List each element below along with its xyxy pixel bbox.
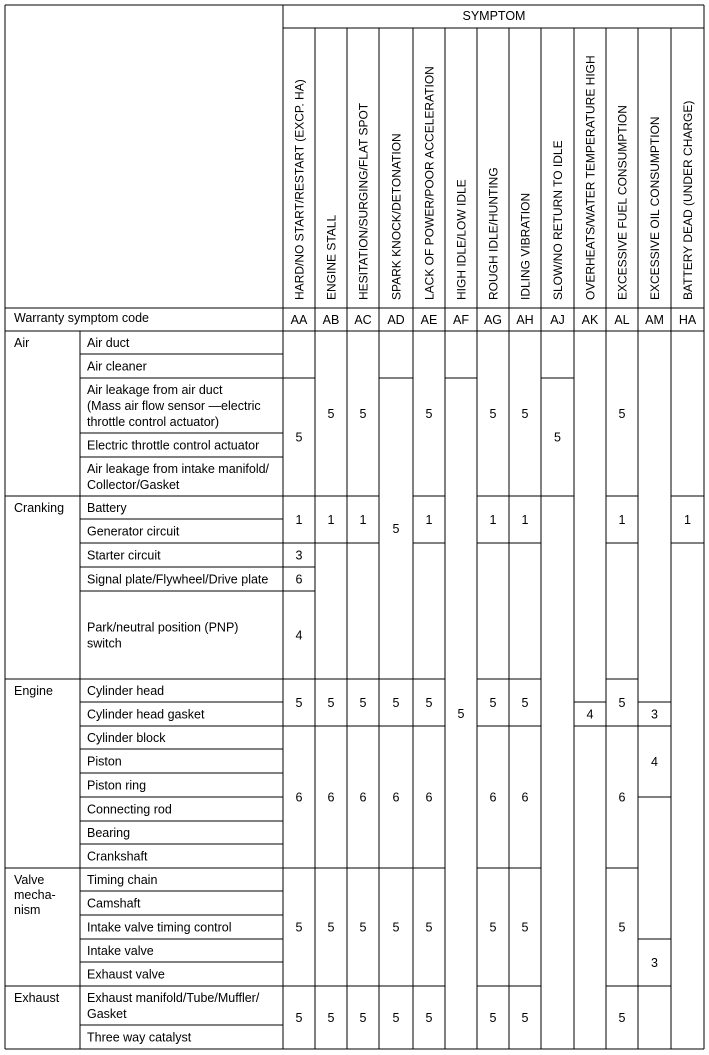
part-label: Collector/Gasket [87, 478, 180, 492]
group-label: Valve [14, 873, 45, 887]
warranty-code-label: Warranty symptom code [14, 311, 149, 325]
symptom-header: SLOW/NO RETURN TO IDLE [551, 140, 565, 300]
priority-value: 6 [521, 790, 529, 805]
symptom-code: AE [420, 313, 438, 327]
symptom-header-label: SYMPTOM [462, 9, 526, 23]
part-label: Cylinder head [87, 684, 165, 698]
priority-value: 6 [489, 790, 497, 805]
symptom-header: BATTERY DEAD (UNDER CHARGE) [681, 100, 695, 300]
priority-value: 5 [425, 1011, 433, 1025]
part-label: Gasket [87, 1007, 127, 1021]
priority-value: 5 [392, 696, 400, 710]
group-label: nism [14, 903, 41, 917]
symptom-header: HIGH IDLE/LOW IDLE [454, 179, 469, 300]
symptom-code: AJ [550, 313, 565, 327]
priority-value: 1 [618, 513, 626, 527]
priority-value: 6 [618, 790, 626, 805]
priority-value: 5 [489, 1011, 497, 1025]
symptom-header: EXCESSIVE OIL CONSUMPTION [648, 116, 662, 300]
priority-value: 1 [295, 513, 303, 527]
group-label: Cranking [14, 501, 65, 515]
part-label: Exhaust manifold/Tube/Muffler/ [87, 991, 260, 1005]
part-label: Battery [87, 501, 127, 515]
part-labels [87, 336, 270, 1045]
priority-value: 1 [327, 513, 335, 527]
symptom-header: ENGINE STALL [324, 214, 339, 300]
priority-value: 5 [359, 920, 367, 935]
priority-value: 5 [521, 1011, 529, 1025]
priority-value: 1 [684, 513, 691, 527]
symptom-code: HA [678, 313, 697, 327]
part-label: Piston [87, 754, 122, 769]
symptom-code: AF [453, 313, 469, 327]
priority-value: 5 [457, 707, 465, 721]
part-label: Bearing [87, 826, 131, 840]
priority-value: 4 [586, 707, 594, 722]
part-label: Connecting rod [87, 802, 172, 817]
symptom-code: AG [483, 313, 503, 327]
priority-value: 5 [425, 920, 433, 935]
symptom-header: SPARK KNOCK/DETONATION [389, 133, 404, 300]
priority-value: 6 [295, 572, 303, 587]
priority-value: 5 [359, 407, 367, 421]
priority-value: 5 [618, 696, 626, 710]
symptom-headers [293, 55, 696, 300]
priority-value: 4 [651, 755, 658, 769]
part-label: Air cleaner [87, 359, 147, 374]
priority-value: 5 [295, 696, 303, 710]
priority-value: 5 [489, 407, 497, 421]
part-label: Electric throttle control actuator [87, 438, 260, 453]
priority-value: 5 [618, 920, 626, 935]
priority-value: 5 [425, 696, 433, 710]
priority-value: 6 [392, 790, 400, 805]
symptom-code: AK [581, 313, 599, 327]
part-label: Park/neutral position (PNP) [87, 620, 239, 635]
priority-value: 5 [295, 920, 303, 935]
symptom-code: AB [322, 313, 340, 327]
priority-value: 3 [651, 707, 658, 722]
part-label: Camshaft [87, 896, 141, 911]
priority-value: 5 [489, 920, 497, 935]
part-label: Intake valve [87, 944, 154, 958]
symptom-header: EXCESSIVE FUEL CONSUMPTION [615, 105, 630, 300]
symptom-header: ROUGH IDLE/HUNTING [486, 167, 501, 300]
priority-value: 5 [392, 1011, 400, 1025]
priority-value: 3 [651, 956, 658, 970]
symptom-header: LACK OF POWER/POOR ACCELERATION [422, 66, 437, 300]
priority-value: 5 [521, 696, 529, 710]
symptom-code: AA [290, 313, 308, 327]
symptom-header: IDLING VIBRATION [518, 192, 533, 300]
priority-value: 1 [425, 513, 433, 527]
priority-value: 5 [392, 522, 400, 536]
priority-value: 6 [295, 790, 303, 805]
symptom-code: AD [387, 313, 405, 327]
priority-values [296, 407, 692, 1025]
priority-value: 5 [521, 407, 529, 421]
priority-value: 6 [359, 790, 367, 805]
priority-value: 3 [295, 548, 303, 563]
group-label: Air [14, 336, 30, 350]
part-label: Three way catalyst [87, 1030, 192, 1045]
symptom-header: HESITATION/SURGING/FLAT SPOT [356, 102, 371, 300]
priority-value: 1 [359, 513, 367, 527]
priority-value: 5 [327, 696, 335, 710]
group-label: Exhaust [14, 991, 60, 1005]
part-label: Timing chain [87, 873, 158, 887]
symptom-code: AL [614, 313, 630, 327]
priority-value: 5 [327, 407, 335, 421]
priority-value: 5 [359, 1011, 367, 1025]
part-label: Cylinder block [87, 731, 166, 745]
symptom-code: AC [354, 313, 372, 327]
symptom-header: HARD/NO START/RESTART (EXCP. HA) [292, 79, 307, 300]
system-group-labels [14, 336, 64, 1005]
part-label: switch [87, 636, 122, 651]
part-label: Air leakage from air duct [87, 383, 223, 397]
priority-value: 5 [327, 920, 335, 935]
part-label: Starter circuit [87, 548, 161, 563]
group-label: Engine [14, 684, 53, 698]
part-label: Exhaust valve [87, 967, 165, 982]
symptom-code: AM [645, 313, 664, 327]
priority-value: 4 [295, 628, 303, 643]
priority-value: 6 [327, 790, 335, 805]
priority-value: 5 [295, 1011, 303, 1025]
symptom-code: AH [516, 313, 534, 327]
warranty-codes-row [291, 313, 697, 327]
priority-value: 5 [359, 696, 367, 710]
priority-value: 5 [554, 430, 561, 445]
priority-value: 5 [618, 407, 626, 421]
part-label: Generator circuit [87, 524, 180, 539]
priority-value: 5 [521, 920, 529, 935]
part-label: Air leakage from intake manifold/ [87, 462, 270, 476]
priority-value: 5 [392, 920, 400, 935]
priority-value: 6 [425, 790, 433, 805]
part-label: (Mass air flow sensor —electric [87, 399, 261, 413]
part-label: Signal plate/Flywheel/Drive plate [87, 572, 269, 587]
priority-value: 5 [295, 430, 303, 445]
part-label: throttle control actuator) [87, 415, 220, 429]
priority-value: 5 [489, 696, 497, 710]
part-label: Crankshaft [87, 849, 148, 864]
symptom-header: OVERHEATS/WATER TEMPERATURE HIGH [583, 55, 598, 300]
part-label: Piston ring [87, 778, 147, 793]
priority-value: 5 [618, 1011, 626, 1025]
priority-value: 1 [489, 513, 497, 527]
priority-value: 1 [521, 513, 529, 527]
part-label: Cylinder head gasket [87, 707, 205, 722]
group-label: mecha- [14, 888, 56, 902]
part-label: Air duct [87, 336, 130, 350]
part-label: Intake valve timing control [87, 920, 232, 935]
priority-value: 5 [327, 1011, 335, 1025]
priority-value: 5 [425, 407, 433, 421]
